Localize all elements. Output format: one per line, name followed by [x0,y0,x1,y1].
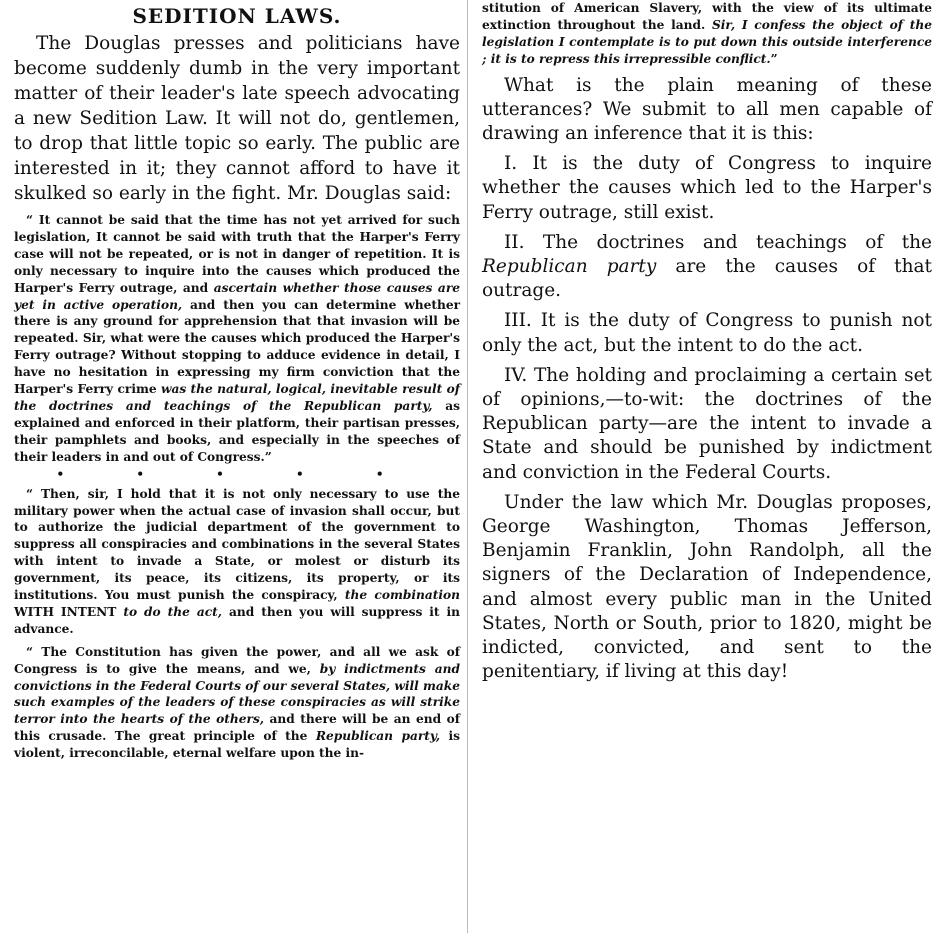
ellipsis-divider: • • • • • [56,466,418,481]
italic-run: by indictments and convictions in the Federal Courts of our several States, will make such examples of the leaders of these conspiracies as will strike terror into the hearts of the others, [14,661,460,727]
italic-run: Republican party, [315,729,441,744]
italic-run: was the natural, logical, inevitable result of the doctrines and teachings of the Republican party, [14,382,460,413]
point-one [482,152,932,225]
douglas-quote-3 [14,644,460,762]
text-run: IV. The holding and proclaiming a certain set of opinions,—to-wit: the doctrines of the Republican party—are the intent to invade a State and should be punished by indictment and conviction in the Federal Courts. [482,364,932,483]
italic-run: Sir, I confess the object of the legislation I contemplate is to put down this outside interference ; it is to repress this irrepressible conflict. [482,17,932,66]
text-run: are the causes of that outrage. [482,256,932,302]
douglas-quote-3-continued [482,0,932,68]
text-run: and then you will suppress it in advance. [14,604,461,636]
text-run: as explained and enforced in their platform, their partisan presses, their pamphlets and books, and especially in the speeches of their leaders in and out of Congress.” [14,398,460,464]
douglas-quote-1 [14,212,460,466]
italic-run: Republican party [482,256,657,278]
text-run: What is the plain meaning of these utterances? We submit to all men capable of drawing an inference that it is this: [482,74,932,145]
point-four [482,364,932,485]
right-column [482,0,932,685]
closing-paragraph [482,491,932,685]
text-run: WITH INTENT [14,604,124,619]
italic-run: the combination [344,588,461,603]
text-run: I. It is the duty of Congress to inquire whether the causes which led to the Harper's Ferry outrage, still exist. [482,153,932,223]
text-run: The Douglas presses and politicians have become suddenly dumb in the very important matter of their leader's late speech advocating a new Sedition Law. It will not do, gentlemen, to drop that little topic so early. The public are interested in it; they cannot afford to have it skulked so early in the fight. Mr. Douglas said: [14,33,460,204]
italic-run: to do the act, [123,604,223,619]
point-three [482,309,932,357]
intro-paragraph [14,31,460,206]
question-paragraph [482,74,932,147]
text-run: III. It is the duty of Congress to punish not only the act, but the intent to do the act. [482,310,932,356]
point-two [482,231,932,304]
left-column [14,0,460,762]
text-run: stitution of American Slavery, with the view of its ultimate extinction throughout the land. [482,1,932,32]
text-run: and there will be an end of this crusade. The great principle of the [14,712,461,744]
douglas-quote-2 [14,486,460,638]
text-run: and then you can determine whether there is any ground for apprehension that that invasion will be repeated. Sir, what were the causes which produced the Harper's Ferry outrage? Without stopping to adduce evidence in detail, I have no hesitation in expressing my firm conviction that the Harper's Ferry crime [14,297,460,397]
text-run: Under the law which Mr. Douglas proposes, George Washington, Thomas Jefferson, Benjamin Franklin, John Randolph, all the signers of the Declaration of Independence, and almost every public man in the United States, North or South, prior to 1820, might be indicted, convicted, and sent to the penitentiary, if living at this day! [482,491,932,683]
text-run: is violent, irreconcilable, eternal welfare upon the in- [14,729,461,761]
article-title: SEDITION LAWS. [132,4,342,28]
text-run: “ Then, sir, I hold that it is not only necessary to use the military power when the actual case of invasion shall occur, but to authorize the judicial department of the government to suppress all conspiracies and combinations in the several States with intent to invade a State, or molest or disturb its government, its peace, its citizens, its property, or its institutions. You must punish the conspiracy, [14,486,460,603]
text-run: “ It cannot be said that the time has not yet arrived for such legislation, It cannot be said with truth that the Harper's Ferry case will not be repeated, or is not in danger of repetition. It is only necessary to inquire into the causes which produced the Harper's Ferry outrage, and [14,213,460,295]
text-run: “ The Constitution has given the power, and all we ask of Congress is to give the means, and we, [14,644,460,676]
column-rule [467,0,468,933]
text-run: ” [770,51,778,66]
text-run: II. The doctrines and teachings of the [504,231,932,253]
italic-run: ascertain whether those causes are yet in active operation, [14,280,461,312]
